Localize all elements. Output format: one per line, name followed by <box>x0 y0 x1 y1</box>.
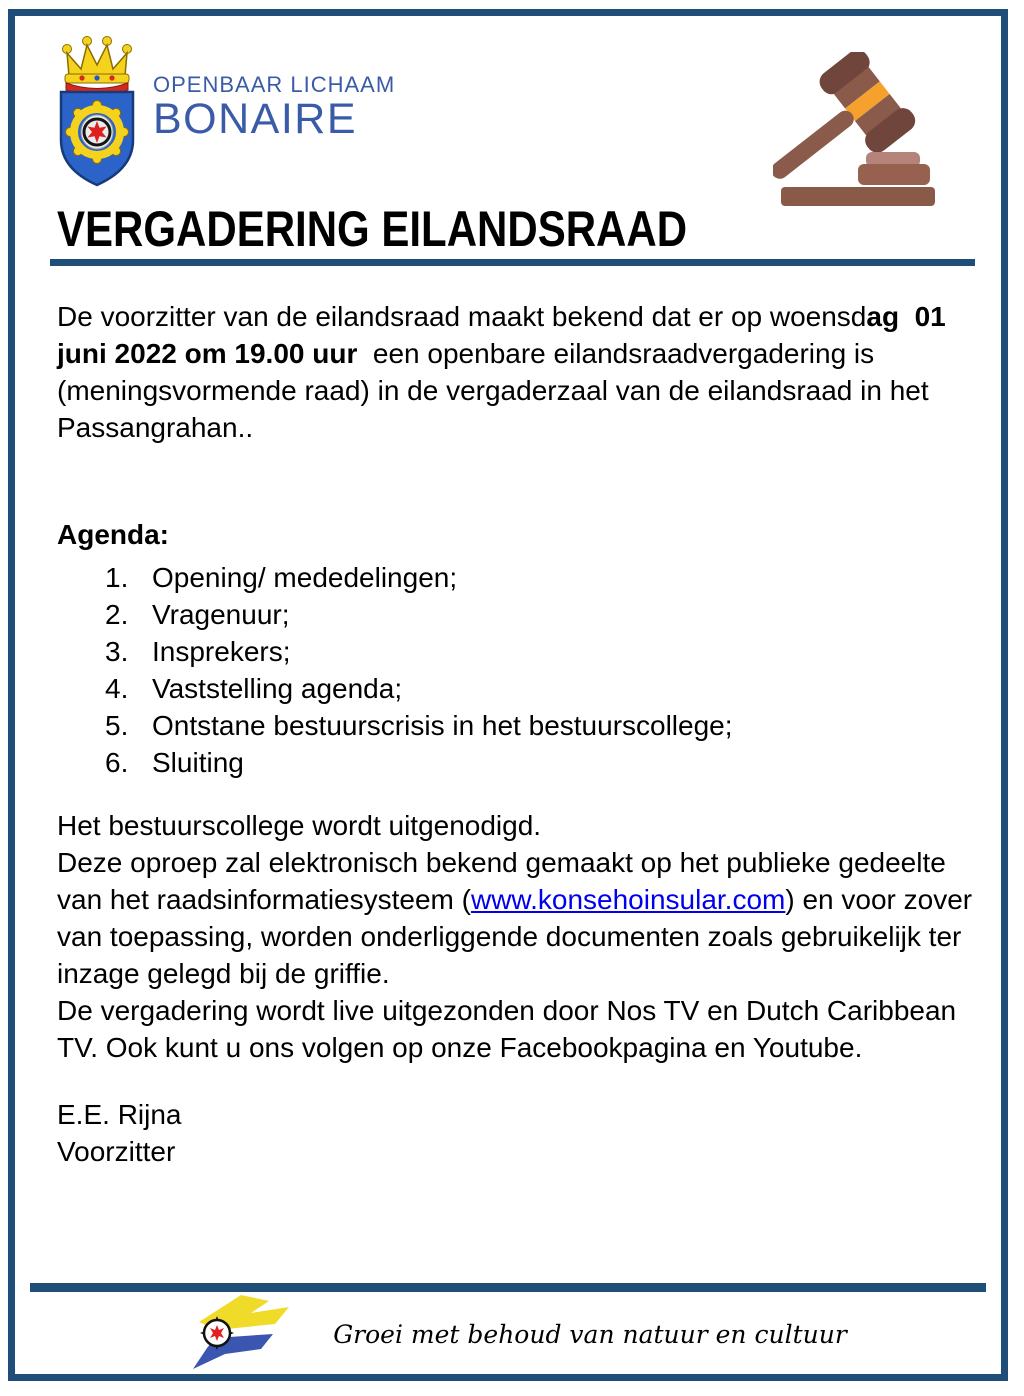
footer-tagline: Groei met behoud van natuur en cultuur <box>333 1320 847 1349</box>
agenda-item-3 <box>57 633 975 670</box>
page-title: VERGADERING EILANDSRAAD <box>57 201 688 257</box>
broadcast-paragraph: De vergadering wordt live uitgezonden door Nos TV en Dutch Caribbean TV. Ook kunt u ons volgen op onze Facebookpagina en Youtube. <box>57 995 964 1063</box>
intro-paragraph <box>57 298 975 446</box>
agenda-item-text: Vragenuur; <box>152 599 290 630</box>
publication-text-pre: Deze oproep zal elektronisch bekend gemaakt op het publieke gedeelte van het raadsinformatiesysteem ( <box>57 847 954 915</box>
org-name <box>153 72 395 141</box>
document-content <box>57 28 980 1170</box>
intro-text-pre: De voorzitter van de eilandsraad maakt bekend dat er op woensd <box>57 301 867 332</box>
agenda-item-number: 3. <box>105 636 129 667</box>
agenda-item-text: Insprekers; <box>152 636 291 667</box>
agenda-item-number: 2. <box>105 599 129 630</box>
agenda-item-text: Sluiting <box>152 747 244 778</box>
intro-date-bold: ag 01 juni 2022 om 19.00 uur <box>57 301 954 369</box>
publication-text-post: ) en voor zover van toepassing, worden onderliggende documenten zoals gebruikelijk ter inzage gelegd bij de griffie. <box>57 884 980 989</box>
agenda-heading: Agenda: <box>57 519 169 550</box>
agenda-item-number: 4. <box>105 673 129 704</box>
konsehoinsular-link[interactable]: www.konsehoinsular.com <box>470 884 786 915</box>
publication-paragraph <box>57 844 980 992</box>
agenda-item-number: 6. <box>105 747 129 778</box>
agenda-item-6 <box>57 744 975 781</box>
org-name-line1: OPENBAAR LICHAAM <box>153 72 396 97</box>
signature-role: Voorzitter <box>57 1136 176 1167</box>
agenda-item-text: Ontstane bestuurscrisis in het bestuurscollege; <box>152 710 733 741</box>
agenda-item-2 <box>57 596 975 633</box>
agenda-item-number: 1. <box>105 562 129 593</box>
invitation-line: Het bestuurscollege wordt uitgenodigd. <box>57 810 542 841</box>
bonaire-flag-emblem-icon <box>177 1292 327 1377</box>
org-name-line2: BONAIRE <box>153 95 358 143</box>
agenda-item-1 <box>57 559 975 596</box>
agenda-item-number: 5. <box>105 710 129 741</box>
footer-divider <box>30 1283 986 1292</box>
body-text <box>57 807 980 1066</box>
intro-text-post: een openbare eilandsraadvergadering is (meningsvormende raad) in de vergaderzaal van de eilandsraad in het Passangrahan.. <box>57 338 937 443</box>
agenda-item-4 <box>57 670 975 707</box>
signature-name: E.E. Rijna <box>57 1099 182 1130</box>
bonaire-coat-of-arms-icon <box>45 30 149 193</box>
header <box>57 28 975 188</box>
agenda-item-5 <box>57 707 975 744</box>
agenda-item-text: Vaststelling agenda; <box>152 673 403 704</box>
gavel-icon <box>773 52 945 219</box>
signature-block <box>57 1096 975 1170</box>
agenda-item-text: Opening/ mededelingen; <box>152 562 458 593</box>
agenda-list <box>57 559 975 781</box>
title-underline <box>50 259 975 266</box>
footer <box>0 1292 1024 1377</box>
